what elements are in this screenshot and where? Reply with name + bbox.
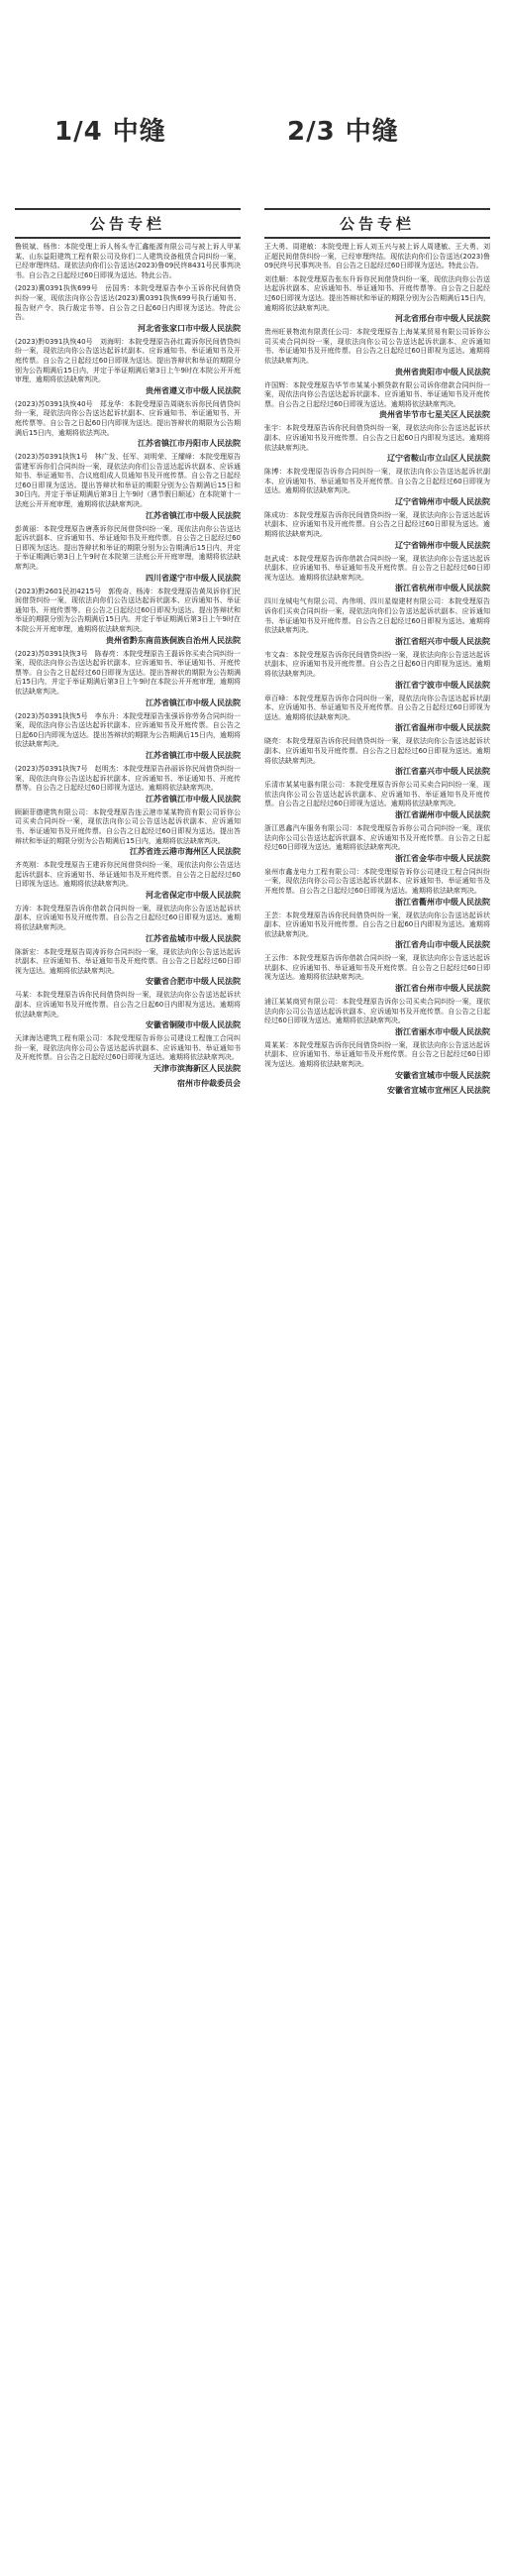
court-notice bbox=[15, 948, 241, 988]
court-notice bbox=[15, 284, 241, 333]
court-name: 浙江省台州市中级人民法院 bbox=[395, 984, 490, 994]
court-notice bbox=[15, 243, 241, 280]
notice-body: 贵州旺景物流有限责任公司：本院受理原告上海某某贸易有限公司诉你公司买卖合同纠纷一案，现依法向你公司公告送达起诉状副本、应诉通知书、举证通知书及开庭传票。自公告之日起经过60日即视为送达。逾期将依法缺席判决。 bbox=[264, 328, 490, 365]
court-notice bbox=[15, 650, 241, 708]
court-notice bbox=[264, 243, 490, 271]
notice-body: (2023)苏0391执恢7号 赵明杰：本院受理原告孙丽诉你民间借贷纠纷一案，现依法向你公告送达起诉状副本、应诉通知书、举证通知书、开庭传票等。自公告之日起经过60日即视为送达。逾期将依法缺席判决。 bbox=[15, 764, 241, 793]
court-notice bbox=[264, 275, 490, 324]
court-notice bbox=[15, 861, 241, 901]
notice-body: 方涛：本院受理原告诉你借款合同纠纷一案，现依法向你公告送达起诉状副本、应诉通知书及开庭传票。自公告之日起经过60日即视为送达。逾期将依法缺席判决。 bbox=[15, 904, 241, 932]
court-notice bbox=[264, 737, 490, 777]
notice-body: (2023)黔2601民初4215号 郭俊奇、杨涛：本院受理原告黄凤诉你们民间借贷纠纷一案，现依法向你们公告送达起诉状副本、应诉通知书、举证通知书、开庭传票等。自公告之日起经过60日即视为送达。提出答辩状和举证的期限分别为公告期满后15日内。并定于举证期满后第3日上午9时在本院公开开庭审理，逾期将依法缺席判决。 bbox=[15, 587, 241, 633]
notice-body: 王大勇、周建敏：本院受理上诉人刘玉兴与被上诉人周建敏、王大勇、刘正超民间借贷纠纷一案，已经审理终结。现依法向你们公告送达(2023)鲁09民终号民事判决书。自公告之日起经过60日即视为送达。特此公告。 bbox=[264, 243, 490, 270]
notice-body: 鲁锐斌、杨伟：本院受理上诉人杨头寺汇鑫能源有限公司与被上诉人甲某某、山东益阳建筑工程有限公司及你们二人建筑设备租赁合同纠纷一案，已经审理终结。现依法向你们公告送达(2023)鲁09民终8431号民事判决书。自公告之日起经过60日即视为送达。特此公告。 bbox=[15, 243, 241, 279]
notice-column-right bbox=[264, 208, 490, 2556]
court-name: 浙江省杭州市中级人民法院 bbox=[395, 584, 490, 593]
court-notice bbox=[15, 1034, 241, 1074]
notice-body: 王云伟：本院受理原告诉你借款合同纠纷一案，现依法向你公告送达起诉状副本、应诉通知书、举证通知书及开庭传票。自公告之日起经过60日即视为送达。逾期将依法缺席判决。 bbox=[264, 954, 490, 982]
court-name: 浙江省宁波市中级人民法院 bbox=[395, 680, 490, 690]
notice-body: 齐英刚：本院受理原告王建诉你民间借贷纠纷一案，现依法向你公告送达起诉状副本、应诉通知书、举证通知书及开庭传票。自公告之日起经过60日即视为送达。逾期将依法缺席判决。 bbox=[15, 861, 241, 889]
court-name: 浙江省衢州市中级人民法院 bbox=[395, 897, 490, 907]
court-notice bbox=[264, 468, 490, 507]
court-name: 安徽省铜陵市中级人民法院 bbox=[146, 1020, 241, 1030]
court-notice bbox=[264, 998, 490, 1037]
court-name: 河北省保定市中级人民法院 bbox=[146, 890, 241, 900]
court-notice bbox=[15, 338, 241, 396]
court-name: 天津市滨海新区人民法院 bbox=[153, 1064, 241, 1073]
notice-body: 刘佳顺：本院受理原告张东升诉你民间借贷纠纷一案，现依法向你公告送达起诉状副本、应诉通知书、举证通知书、开庭传票等。自公告之日起经过60日即视为送达。提出答辩状和举证的期限分别为公告期满后15日内，逾期将依法缺席判决。 bbox=[264, 274, 490, 312]
court-name: 浙江省舟山市中级人民法院 bbox=[395, 940, 490, 950]
court-notice bbox=[264, 381, 490, 421]
notice-body: (2023)黔0391执恢40号 刘海明：本院受理原告孙红霞诉你民间借贷纠纷一案，现依法向你公告送达起诉状副本、应诉通知书、举证通知书及开庭传票。自公告之日起经过60日即视为送达。提出答辩状和举证的期限分别为公告期满后15日内，并定于举证期满后第3日上午9时在本院公开开庭审理，逾期将依法缺席判决。 bbox=[15, 337, 241, 384]
court-name: 浙江省嘉兴市中级人民法院 bbox=[395, 767, 490, 777]
court-notice bbox=[264, 868, 490, 908]
court-name: 江苏省盐城市中级人民法院 bbox=[146, 933, 241, 943]
court-name: 江苏省连云港市海州区人民法院 bbox=[130, 847, 241, 857]
court-notice bbox=[15, 808, 241, 857]
court-notice bbox=[264, 328, 490, 376]
court-notice bbox=[15, 765, 241, 805]
notice-body: 浦江某某商贸有限公司：本院受理原告诉你公司买卖合同纠纷一案，现依法向你公司公告送达起诉状副本、应诉通知书及开庭传票。自公告之日起经过60日即视为送达。逾期将依法缺席判决。 bbox=[264, 998, 490, 1025]
page-header bbox=[0, 0, 505, 208]
court-name: 四川省遂宁市中级人民法院 bbox=[146, 573, 241, 583]
notice-body: 陈新宏：本院受理原告周涛诉你合同纠纷一案，现依法向你公告送达起诉状副本、应诉通知书、举证通知书及开庭传票。自公告之日起经过60日即视为送达。逾期将依法缺席判决。 bbox=[15, 947, 241, 975]
court-name: 河北省张家口市中级人民法院 bbox=[138, 323, 241, 333]
notice-body: 乐清市某某电器有限公司：本院受理原告诉你公司买卖合同纠纷一案，现依法向你公司公告送达起诉状副本、应诉通知书、举证通知书及开庭传票。自公告之日起经过60日即视为送达。逾期将依法缺席判决。 bbox=[264, 781, 490, 808]
notice-body: 浙江恩鑫汽车服务有限公司：本院受理原告诉你公司合同纠纷一案，现依法向你公司公告送达起诉状副本、应诉通知书及开庭传票。自公告之日起经过60日即视为送达。逾期将依法缺席判决。 bbox=[264, 823, 490, 852]
notice-body: 赵武成：本院受理原告诉你借款合同纠纷一案，现依法向你公告送达起诉状副本、应诉通知书、举证通知书及开庭传票。自公告之日起经过60日即视为送达。逾期将依法缺席判决。 bbox=[264, 554, 490, 582]
court-name: 贵州省遵义市中级人民法院 bbox=[146, 385, 241, 395]
notice-body: 张宇：本院受理原告诉你民间借贷纠纷一案，现依法向你公告送达起诉状副本、应诉通知书及开庭传票。自公告之日起60日内即视为送达。逾期将依法缺席判决。 bbox=[264, 424, 490, 452]
court-name: 辽宁省鞍山市立山区人民法院 bbox=[387, 454, 490, 464]
column-footer: 安徽省宣城市宣州区人民法院 bbox=[387, 1085, 490, 1095]
notice-body: (2023)苏0391执恢3号 陈春亮：本院受理原告王磊诉你买卖合同纠纷一案，现依法向你公告送达起诉状副本、应诉通知书、举证通知书、开庭传票等。自公告之日起经过60日即视为送达。提出答辩状的期限为公告期满后15日内，并定于举证期满后第3日上午9时在本院公开开庭审理，逾期将依法缺席判决。 bbox=[15, 649, 241, 696]
court-name: 江苏省镇江市丹阳市人民法院 bbox=[138, 439, 241, 449]
notice-body: 四川龙城电气有限公司、冉伟明、四川星煌建材有限公司：本院受理原告诉你们买卖合同纠纷一案，现依法向你们公告送达起诉状副本、应诉通知书、举证通知书及开庭传票。自公告之日起经过60日即视为送达。逾期将依法缺席判决。 bbox=[264, 597, 490, 635]
notice-column-left bbox=[15, 208, 241, 2556]
fold-label-left: 1/4 中缝 bbox=[54, 117, 166, 147]
court-notice bbox=[15, 588, 241, 646]
column-title: 公告专栏 bbox=[15, 208, 241, 239]
column-footer: 宿州市仲裁委员会 bbox=[177, 1079, 241, 1088]
court-notice bbox=[264, 424, 490, 464]
court-notice bbox=[264, 912, 490, 951]
notice-list bbox=[15, 243, 241, 1074]
court-notice bbox=[264, 781, 490, 820]
court-name: 浙江省绍兴市中级人民法院 bbox=[395, 636, 490, 646]
notice-body: 韦文森：本院受理原告诉你民间借贷纠纷一案，现依法向你公告送达起诉状副本、应诉通知书及开庭传票。自公告之日起60日内即视为送达。逾期将依法缺席判决。 bbox=[264, 650, 490, 678]
notice-body: 陈成功：本院受理原告诉你民间借贷纠纷一案，现依法向你公告送达起诉状副本、应诉通知书及开庭传票。自公告之日起经过60日即视为送达。逾期将依法缺席判决。 bbox=[264, 510, 490, 539]
court-notice bbox=[264, 824, 490, 864]
court-name: 江苏省镇江市中级人民法院 bbox=[146, 750, 241, 760]
court-name: 辽宁省锦州市中级人民法院 bbox=[395, 540, 490, 550]
court-notice bbox=[15, 400, 241, 449]
court-name: 江苏省镇江市中级人民法院 bbox=[146, 510, 241, 520]
notice-body: 顾颖菲德建筑有限公司：本院受理原告连云港市某某物资有限公司诉你公司买卖合同纠纷一案，现依法向你公司公告送达起诉状副本、应诉通知书、举证通知书及开庭传票。自公告之日起经过60日即视为送达。提出答辩状和举证的期限分别为公告期满后15日内，逾期将依法缺席判决。 bbox=[15, 807, 241, 845]
court-name: 河北省邢台市中级人民法院 bbox=[395, 314, 490, 324]
court-name: 浙江省湖州市中级人民法院 bbox=[395, 809, 490, 819]
court-name: 江苏省镇江市中级人民法院 bbox=[146, 698, 241, 707]
notice-body: (2023)冀0391执恢699号 岳国秀：本院受理原告李小玉诉你民间借贷纠纷一案，现依法向你公告送达(2023)冀0391执恢699号执行通知书、报告财产令、执行裁定书等。自公告之日起60日内即视为送达。特此公告。 bbox=[15, 284, 241, 322]
notice-body: (2023)苏0391执恢5号 李东升：本院受理原告张强诉你劳务合同纠纷一案，现依法向你公告送达起诉状副本、应诉通知书及开庭传票。自公告之日起60日内即视为送达。提出答辩状的期限为公告期满后15日内，逾期将依法缺席判决。 bbox=[15, 711, 241, 749]
fold-label-right: 2/3 中缝 bbox=[287, 117, 399, 147]
court-name: 安徽省合肥市中级人民法院 bbox=[146, 977, 241, 987]
court-name: 贵州省黔东南苗族侗族自治州人民法院 bbox=[106, 635, 241, 645]
court-name: 浙江省丽水市中级人民法院 bbox=[395, 1026, 490, 1036]
notice-list bbox=[264, 243, 490, 1081]
notice-body: 马某：本院受理原告诉你民间借贷纠纷一案，现依法向你公告送达起诉状副本、应诉通知书及开庭传票。自公告之日起60日内即视为送达。逾期将依法缺席判决。 bbox=[15, 991, 241, 1019]
court-notice bbox=[264, 954, 490, 994]
court-name: 贵州省毕节市七星关区人民法院 bbox=[379, 410, 490, 420]
court-notice bbox=[15, 905, 241, 944]
court-notice bbox=[15, 712, 241, 761]
column-title: 公告专栏 bbox=[264, 208, 490, 239]
court-notice bbox=[264, 695, 490, 734]
court-notice bbox=[264, 1041, 490, 1081]
notice-body: 晓亮：本院受理原告诉你民间借贷纠纷一案，现依法向你公告送达起诉状副本、应诉通知书及开庭传票。自公告之日起经过60日即视为送达。逾期将依法缺席判决。 bbox=[264, 737, 490, 765]
court-name: 江苏省镇江市中级人民法院 bbox=[146, 794, 241, 804]
court-notice bbox=[264, 555, 490, 594]
court-notice bbox=[15, 991, 241, 1030]
notice-body: 天津海达建筑工程有限公司：本院受理原告诉你公司建设工程施工合同纠纷一案，现依法向你公司公告送达起诉状副本、应诉通知书、举证通知书及开庭传票。自公告之日起经过60日即视为送达。逾期将依法缺席判决。 bbox=[15, 1034, 241, 1062]
notice-body: 王芸：本院受理原告诉你民间借贷纠纷一案，现依法向你公告送达起诉状副本、应诉通知书及开庭传票。自公告之日起60日内即视为送达。逾期将依法缺席判决。 bbox=[264, 911, 490, 938]
court-name: 安徽省宣城市中级人民法院 bbox=[395, 1070, 490, 1080]
court-name: 浙江省金华市中级人民法院 bbox=[395, 853, 490, 863]
court-name: 贵州省贵阳市中级人民法院 bbox=[395, 367, 490, 376]
court-name: 浙江省温州市中级人民法院 bbox=[395, 723, 490, 733]
court-notice bbox=[15, 453, 241, 521]
court-notice bbox=[264, 597, 490, 646]
notice-body: (2023)苏0391执恢40号 郑龙华：本院受理原告周晓东诉你民间借贷纠纷一案，现依法向你公告送达起诉状副本、应诉通知书、举证通知书、开庭传票等。自公告之日起60日内即视为送达。提出答辩状的期限为公告期满后15日内，逾期将依法判决。 bbox=[15, 399, 241, 437]
court-notice bbox=[264, 511, 490, 551]
notice-body: 陈博：本院受理原告诉你合同纠纷一案，现依法向你公告送达起诉状副本、应诉通知书、举证通知书及开庭传票。自公告之日起经过60日即视为送达。逾期将依法缺席判决。 bbox=[264, 468, 490, 495]
court-name: 辽宁省锦州市中级人民法院 bbox=[395, 496, 490, 506]
notice-body: 许国辉：本院受理原告毕节市某某小额贷款有限公司诉你借款合同纠纷一案，现依法向你公告送达起诉状副本、应诉通知书、举证通知书及开庭传票。自公告之日起经过60日即视为送达。逾期将依法缺席判决。 bbox=[264, 380, 490, 408]
notice-body: 章百峰：本院受理原告诉你合同纠纷一案，现依法向你公告送达起诉状副本、应诉通知书、举证通知书及开庭传票。自公告之日起经过60日即视为送达。逾期将依法缺席判决。 bbox=[264, 694, 490, 721]
notice-body: 泉州市鑫龙电力工程有限公司：本院受理原告诉你公司建设工程合同纠纷一案，现依法向你公司公告送达起诉状副本、应诉通知书、举证通知书及开庭传票。自公告之日起经过60日即视为送达。逾期将依法缺席判决。 bbox=[264, 867, 490, 895]
notice-body: 彭黄丽：本院受理原告唐燕诉你民间借贷纠纷一案，现依法向你公告送达起诉状副本、应诉通知书、举证通知书及开庭传票。自公告之日起经过60日即视为送达。提出答辩状和举证的期限分别为公告期满后15日内，并定于举证期满后第3日上午9时在本院第三法庭公开开庭审理，逾期将依法缺席判决。 bbox=[15, 524, 241, 572]
notice-body: 周某某：本院受理原告诉你民间借贷纠纷一案，现依法向你公告送达起诉状副本、应诉通知书、举证通知书及开庭传票。自公告之日起经过60日即视为送达。逾期将依法缺席判决。 bbox=[264, 1040, 490, 1069]
court-notice bbox=[264, 651, 490, 691]
court-notice bbox=[15, 525, 241, 584]
notice-body: (2023)苏0391执恢1号 林广发、任军、刘明荣、王耀峰：本院受理原告雷建军诉你们合同纠纷一案，现依法向你们公告送达起诉状副本、应诉通知书、举证通知书、合议庭组成人员通知书及开庭传票。自公告之日起经过60日即视为送达。提出答辩状和举证的期限分别为公告期满后15日和30日内。并定于举证期满后第3日上午9时（遇节假日顺延）在本院第十一法庭公开开庭审理，逾期将依法缺席判决。 bbox=[15, 453, 241, 509]
